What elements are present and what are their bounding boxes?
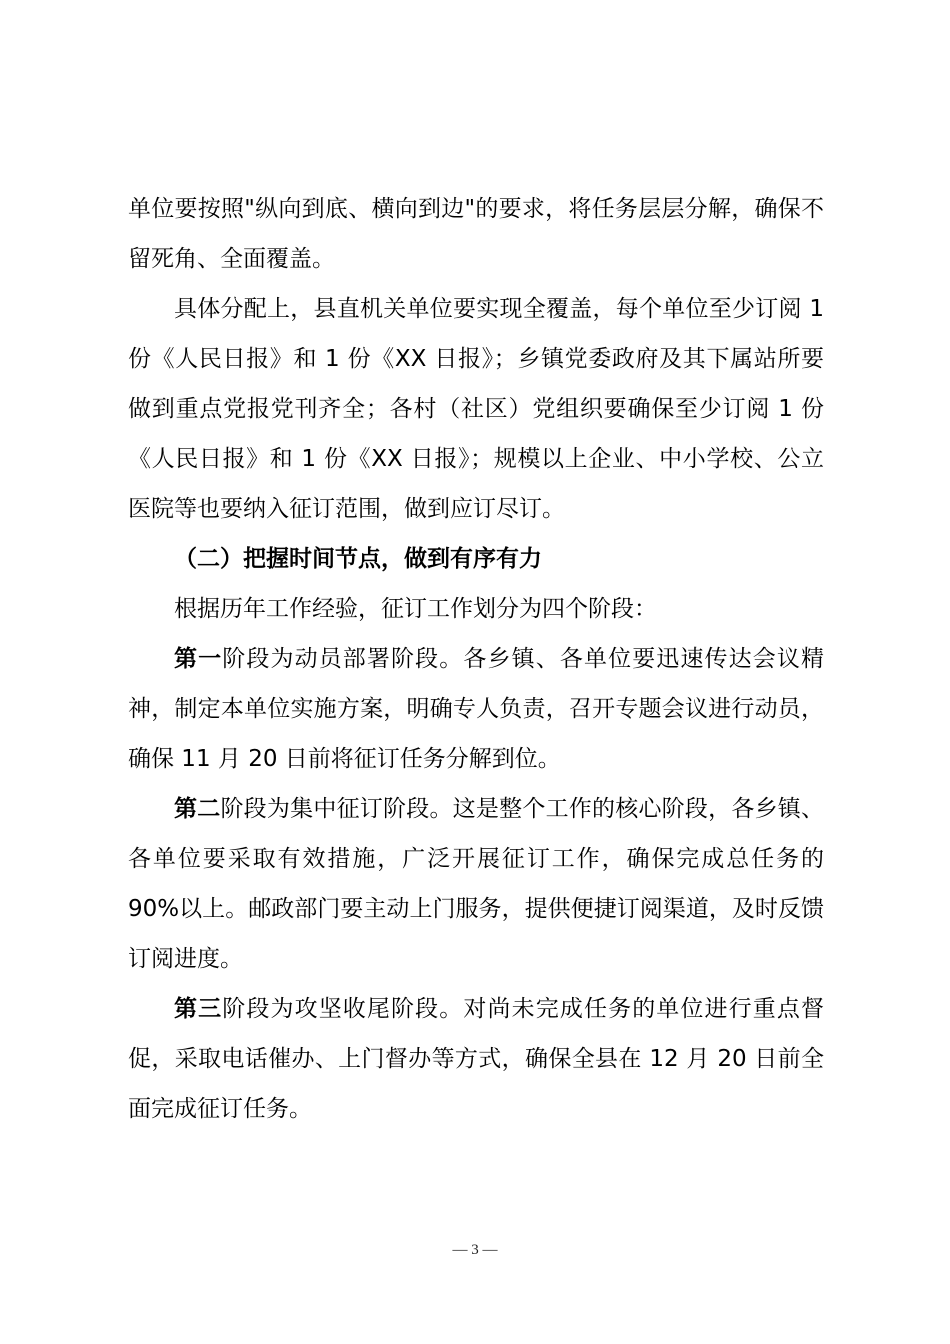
stage-three-lead: 第三 [174, 996, 223, 1022]
document-body [128, 184, 824, 1134]
paragraph-stage-three [128, 984, 824, 1134]
stage-three-text: 阶段为攻坚收尾阶段。对尚未完成任务的单位进行重点督促，采取电话催办、上门督办等方式，确保全县在 12 月 20 日前全面完成征订任务。 [128, 996, 825, 1122]
paragraph-continuation: 单位要按照"纵向到底、横向到边"的要求，将任务层层分解，确保不留死角、全面覆盖。 [128, 196, 824, 272]
stage-one-text: 阶段为动员部署阶段。各乡镇、各单位要迅速传达会议精神，制定本单位实施方案，明确专人负责，召开专题会议进行动员，确保 11 月 20 日前将征订任务分解到位。 [128, 646, 825, 772]
stage-one-lead: 第一 [174, 646, 223, 672]
paragraph-stage-one [128, 634, 824, 784]
paragraph-allocation: 具体分配上，县直机关单位要实现全覆盖，每个单位至少订阅 1 份《人民日报》和 1 份《XX 日报》；乡镇党委政府及其下属站所要做到重点党报党刊齐全；各村（社区）党组织要确保至少订阅 1 份《人民日报》和 1 份《XX 日报》；规模以上企业、中小学校、公立医院等也要纳入征订范围，做到应订尽订。 [128, 296, 824, 522]
stage-two-lead: 第二 [174, 796, 221, 822]
paragraph-stages-intro: 根据历年工作经验，征订工作划分为四个阶段： [174, 596, 657, 622]
page-number: — 3 — [452, 1242, 498, 1258]
paragraph-stage-two [128, 784, 824, 984]
section-heading: （二）把握时间节点，做到有序有力 [174, 546, 542, 572]
stage-two-text: 阶段为集中征订阶段。这是整个工作的核心阶段，各乡镇、各单位要采取有效措施，广泛开展征订工作，确保完成总任务的 90%以上。邮政部门要主动上门服务，提供便捷订阅渠道，及时反馈订阅进度。 [128, 796, 825, 972]
